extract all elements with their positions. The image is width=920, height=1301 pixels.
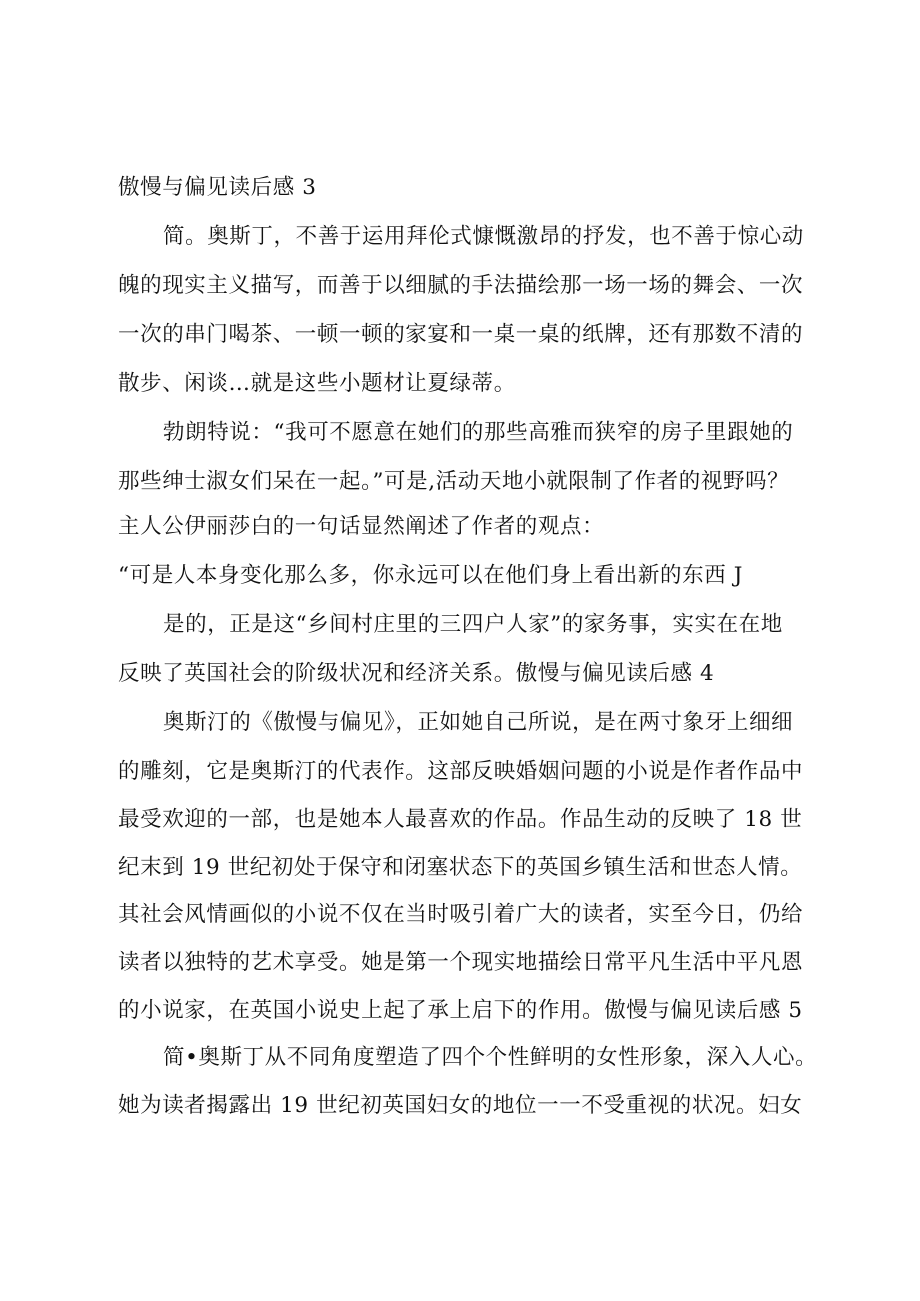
text-line: 那些绅士淑女们呆在一起。”可是,活动天地小就限制了作者的视野吗？ (118, 469, 790, 494)
text-line: 最受欢迎的一部，也是她本人最喜欢的作品。作品生动的反映了 18 世 (118, 807, 803, 832)
text-line: “可是人本身变化那么多，你永远可以在他们身上看出新的东西 J (118, 563, 743, 588)
text-line: 其社会风情画似的小说不仅在当时吸引着广大的读者，实至今日，仍给 (118, 902, 804, 927)
text-line: 勃朗特说：“我可不愿意在她们的那些高雅而狭窄的房子里跟她的 (163, 420, 794, 445)
text-line: 读者以独特的艺术享受。她是第一个现实地描绘日常平凡生活中平凡恩 (118, 950, 804, 975)
text-line: 的小说家，在英国小说史上起了承上启下的作用。傲慢与偏见读后感 5 (118, 998, 803, 1023)
text-line: 她为读者揭露出 19 世纪初英国妇女的地位一一不受重视的状况。妇女 (118, 1093, 803, 1118)
text-line: 反映了英国社会的阶级状况和经济关系。傲慢与偏见读后感 4 (118, 661, 715, 686)
text-line: 的雕刻，它是奥斯汀的代表作。这部反映婚姻问题的小说是作者作品中 (118, 759, 804, 784)
text-line: 魄的现实主义描写，而善于以细腻的手法描绘那一场一场的舞会、一次 (118, 273, 804, 298)
text-line: 主人公伊丽莎白的一句话显然阐述了作者的观点： (118, 514, 605, 539)
text-line: 散步、闲谈…就是这些小题材让夏绿蒂。 (118, 371, 516, 396)
text-line: 奥斯汀的《傲慢与偏见》，正如她自己所说，是在两寸象牙上细细 (163, 710, 794, 735)
text-line: 一次的串门喝茶、一顿一顿的家宴和一桌一桌的纸牌，还有那数不清的 (118, 322, 804, 347)
text-line: 纪末到 19 世纪初处于保守和闭塞状态下的英国乡镇生活和世态人情。 (118, 855, 803, 880)
text-line: 是的，正是这“乡间村庄里的三四户人家”的家务事，实实在在地 (163, 612, 783, 637)
text-line: 简。奥斯丁，不善于运用拜伦式慷慨激昂的抒发，也不善于惊心动 (163, 224, 804, 249)
text-line: 简•奥斯丁从不同角度塑造了四个个性鲜明的女性形象，深入人心。 (163, 1045, 818, 1070)
section-heading: 傲慢与偏见读后感 3 (118, 175, 317, 200)
